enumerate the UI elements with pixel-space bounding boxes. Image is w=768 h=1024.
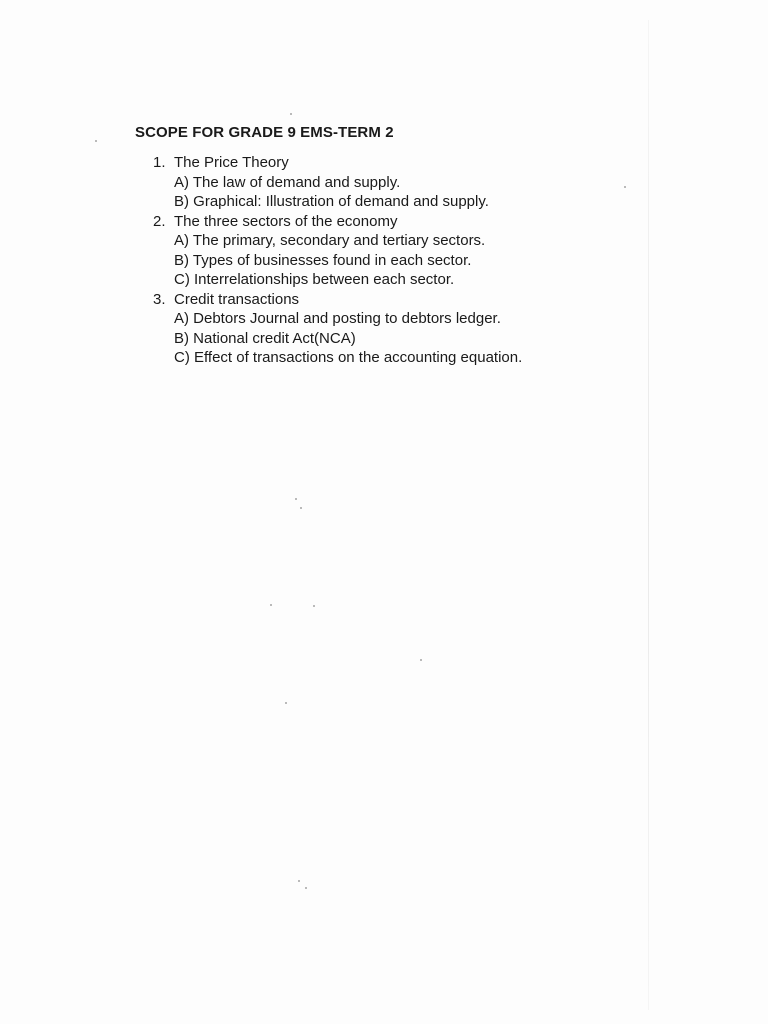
item-number: 2. [153, 212, 166, 230]
scan-speck [624, 186, 626, 188]
list-item [153, 153, 522, 173]
scan-edge [648, 20, 649, 1010]
scan-speck [420, 659, 422, 661]
item-heading: The Price Theory [174, 154, 289, 171]
scan-speck [300, 507, 302, 509]
list-item [153, 212, 522, 232]
sub-item: C) Effect of transactions on the accounting equation. [174, 349, 523, 366]
sub-item: B) National credit Act(NCA) [174, 329, 356, 347]
sub-item: A) The primary, secondary and tertiary sectors. [174, 232, 486, 249]
item-number: 1. [153, 154, 166, 171]
scan-speck [313, 605, 315, 607]
scan-speck [270, 604, 272, 606]
scan-speck [285, 702, 287, 704]
item-heading: The three sectors of the economy [174, 212, 398, 230]
item-number: 3. [153, 290, 166, 308]
item-heading: Credit transactions [174, 290, 300, 308]
sub-item: A) The law of demand and supply. [174, 173, 401, 191]
sub-item: B) Types of businesses found in each sector. [174, 251, 472, 269]
scan-speck [298, 880, 300, 882]
scan-speck [295, 498, 297, 500]
page-title: SCOPE FOR GRADE 9 EMS-TERM 2 [135, 124, 394, 141]
scope-list [153, 153, 522, 368]
sub-item: B) Graphical: Illustration of demand and supply. [174, 193, 489, 210]
scan-speck [290, 113, 292, 115]
sub-item: A) Debtors Journal and posting to debtors ledger. [174, 310, 501, 327]
list-item [153, 290, 522, 310]
scan-speck [95, 140, 97, 142]
scan-speck [305, 887, 307, 889]
sub-item: C) Interrelationships between each sector. [174, 271, 455, 288]
